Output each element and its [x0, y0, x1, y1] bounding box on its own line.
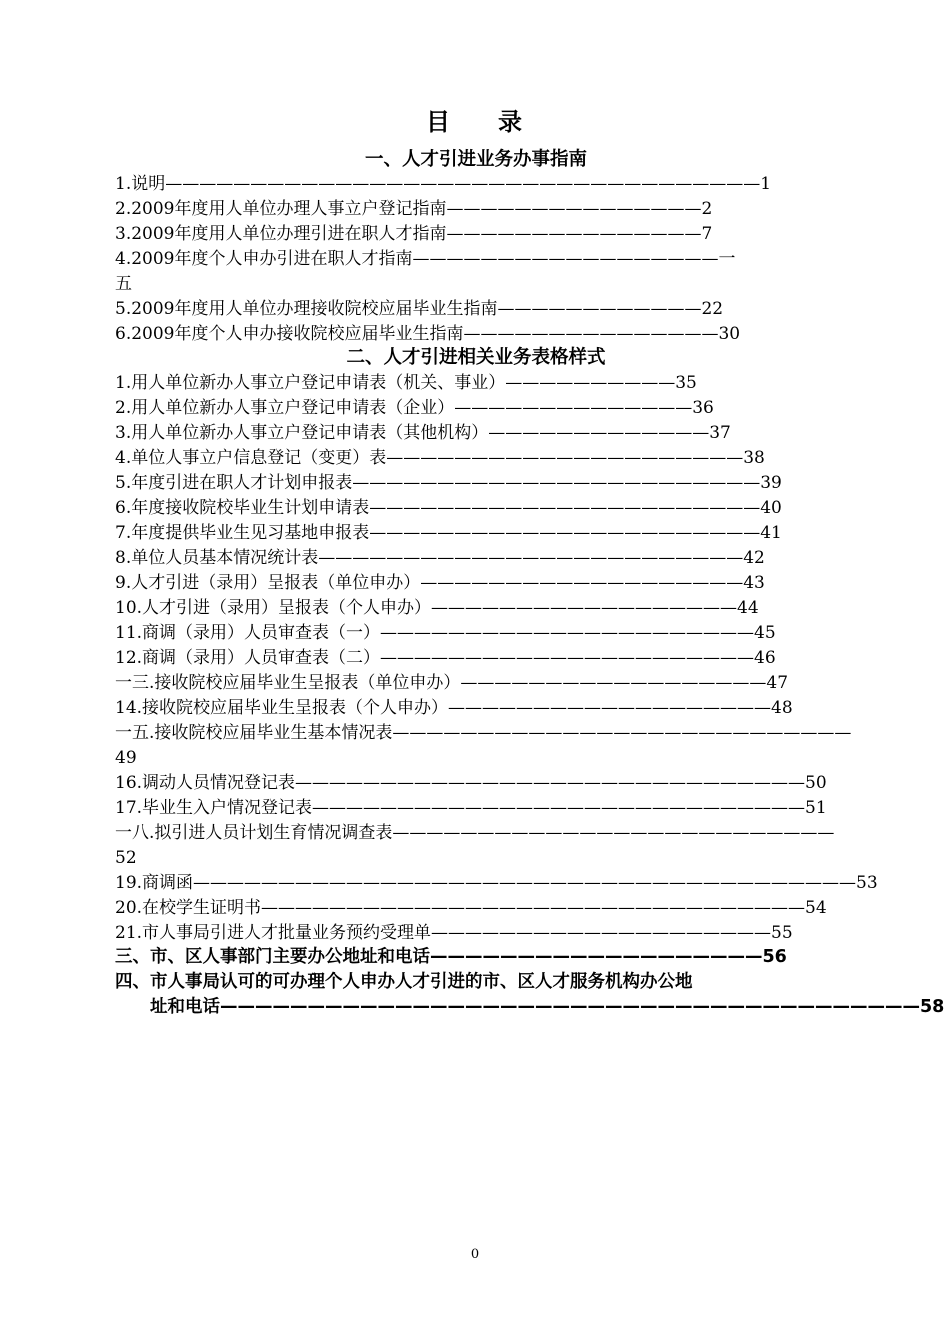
toc-entry: 一三.接收院校应届毕业生呈报表（单位申办）——————————————————47 [115, 673, 789, 693]
section-heading-2: 二、人才引进相关业务表格样式 [346, 347, 606, 368]
toc-entry: 6.2009年度个人申办接收院校应届毕业生指南———————————————30 [115, 324, 741, 344]
toc-entry: 2.用人单位新办人事立户登记申请表（企业）——————————————36 [115, 398, 714, 418]
toc-title [0, 104, 950, 140]
toc-entry-section-3: 三、市、区人事部门主要办公地址和电话———————————————————56 [115, 947, 787, 967]
toc-entry: 1.说明———————————————————————————————————1 [115, 174, 772, 194]
toc-entry: 20.在校学生证明书————————————————————————————————54 [115, 898, 827, 918]
toc-entry: 16.调动人员情况登记表——————————————————————————————50 [115, 773, 827, 793]
toc-entry-section-4: 四、市人事局认可的可办理个人申办人才引进的市、区人才服务机构办公地 [115, 972, 693, 992]
toc-entry: 19.商调函———————————————————————————————————————53 [115, 873, 878, 893]
toc-entry: 7.年度提供毕业生见习基地申报表———————————————————————41 [115, 523, 782, 543]
toc-entry: 3.2009年度用人单位办理引进在职人才指南———————————————7 [115, 224, 713, 244]
toc-title-char-2: 录 [498, 108, 524, 136]
toc-entry: 2.2009年度用人单位办理人事立户登记指南———————————————2 [115, 199, 713, 219]
toc-entry: 8.单位人员基本情况统计表—————————————————————————42 [115, 548, 765, 568]
toc-entry: 21.市人事局引进人才批量业务预约受理单————————————————————55 [115, 923, 793, 943]
toc-entry-section-4-continuation: 址和电话————————————————————————————————————————58 [150, 997, 945, 1017]
toc-entry: 3.用人单位新办人事立户登记申请表（其他机构）—————————————37 [115, 423, 731, 443]
toc-entry: 12.商调（录用）人员审查表（二）——————————————————————46 [115, 648, 776, 668]
toc-entry: 10.人才引进（录用）呈报表（个人申办）——————————————————44 [115, 598, 759, 618]
toc-entry-continuation: 五 [115, 274, 132, 294]
toc-entry: 17.毕业生入户情况登记表—————————————————————————————51 [115, 798, 827, 818]
toc-entry: 11.商调（录用）人员审查表（一）——————————————————————45 [115, 623, 776, 643]
page-number: 0 [470, 1247, 480, 1262]
toc-entry-continuation: 52 [115, 848, 137, 868]
toc-entry: 14.接收院校应届毕业生呈报表（个人申办）———————————————————48 [115, 698, 793, 718]
toc-title-char-1: 目 [426, 108, 452, 136]
toc-entry: 4.单位人事立户信息登记（变更）表—————————————————————38 [115, 448, 765, 468]
toc-entry: 5.年度引进在职人才计划申报表————————————————————————39 [115, 473, 782, 493]
toc-entry: 9.人才引进（录用）呈报表（单位申办）———————————————————43 [115, 573, 765, 593]
section-heading-1: 一、人才引进业务办事指南 [364, 149, 587, 170]
toc-entry: 1.用人单位新办人事立户登记申请表（机关、事业）——————————35 [115, 373, 697, 393]
toc-entry: 一五.接收院校应届毕业生基本情况表——————————————————————————— [115, 723, 852, 743]
toc-entry: 4.2009年度个人申办引进在职人才指南——————————————————一 [115, 249, 736, 269]
toc-entry: 5.2009年度用人单位办理接收院校应届毕业生指南————————————22 [115, 299, 724, 319]
toc-entry-continuation: 49 [115, 748, 137, 768]
toc-entry: 6.年度接收院校毕业生计划申请表———————————————————————40 [115, 498, 782, 518]
toc-entry: 一八.拟引进人员计划生育情况调查表—————————————————————————— [115, 823, 835, 843]
